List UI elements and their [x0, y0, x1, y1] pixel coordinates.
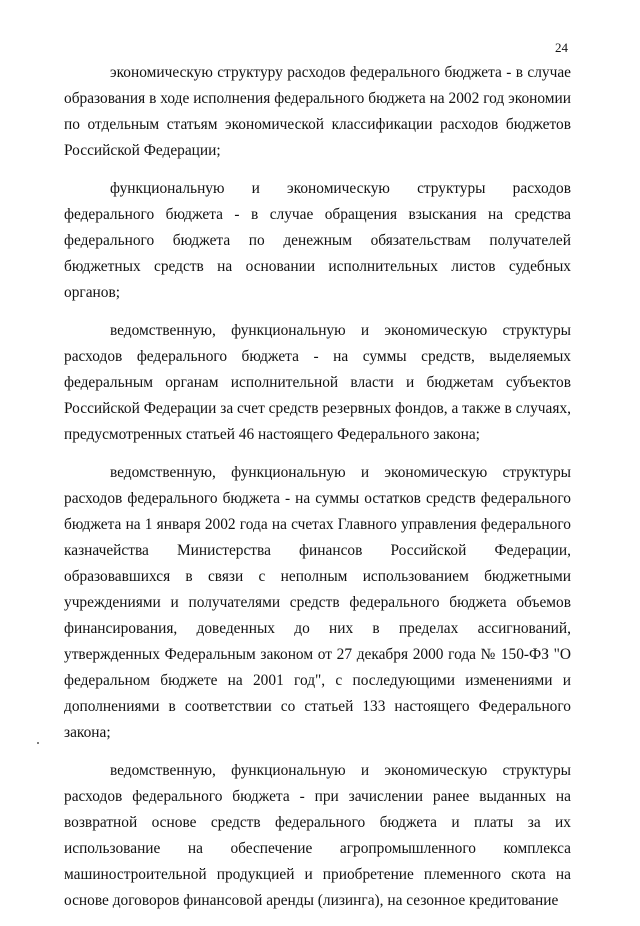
paragraph: ведомственную, функциональную и экономическую структуры расходов федерального бюджета - на суммы остатков средств федерального бюджета на 1 января 2002 года на счетах Главного управления федерального казначейства Министерства финансов Российской Федерации, образовавшихся в связи с неполным использованием бюджетными учреждениями и получателями средств федерального бюджета объемов финансирования, доведенных до них в пределах ассигнований, утвержденных Федеральным законом от 27 декабря 2000 года № 150-ФЗ "О федеральном бюджете на 2001 год", с последующими изменениями и дополнениями в соответствии со статьей 133 настоящего Федерального закона;: [64, 464, 571, 741]
paragraph: экономическую структуру расходов федерального бюджета - в случае образования в ходе исполнения федерального бюджета на 2002 год экономии по отдельным статьям экономической классификации расходов бюджетов Российской Федерации;: [64, 64, 571, 159]
paragraph: функциональную и экономическую структуры расходов федерального бюджета - в случае обращения взыскания на средства федерального бюджета по денежным обязательствам получателей бюджетных средств на основании исполнительных листов судебных органов;: [64, 180, 571, 301]
page-number: 24: [555, 40, 568, 55]
scan-speck: [37, 742, 39, 744]
paragraph: ведомственную, функциональную и экономическую структуры расходов федерального бюджета - при зачислении ранее выданных на возвратной основе средств федерального бюджета и платы за их использование на обеспечение агропромышленного комплекса машиностроительной продукцией и приобретение племенного скота на основе договоров финансовой аренды (лизинга), на сезонное кредитование: [64, 762, 571, 909]
document-body: [64, 60, 571, 926]
paragraph: ведомственную, функциональную и экономическую структуры расходов федерального бюджета - на суммы средств, выделяемых федеральным органам исполнительной власти и бюджетам субъектов Российской Федерации за счет средств резервных фондов, а также в случаях, предусмотренных статьей 46 настоящего Федерального закона;: [64, 322, 571, 443]
